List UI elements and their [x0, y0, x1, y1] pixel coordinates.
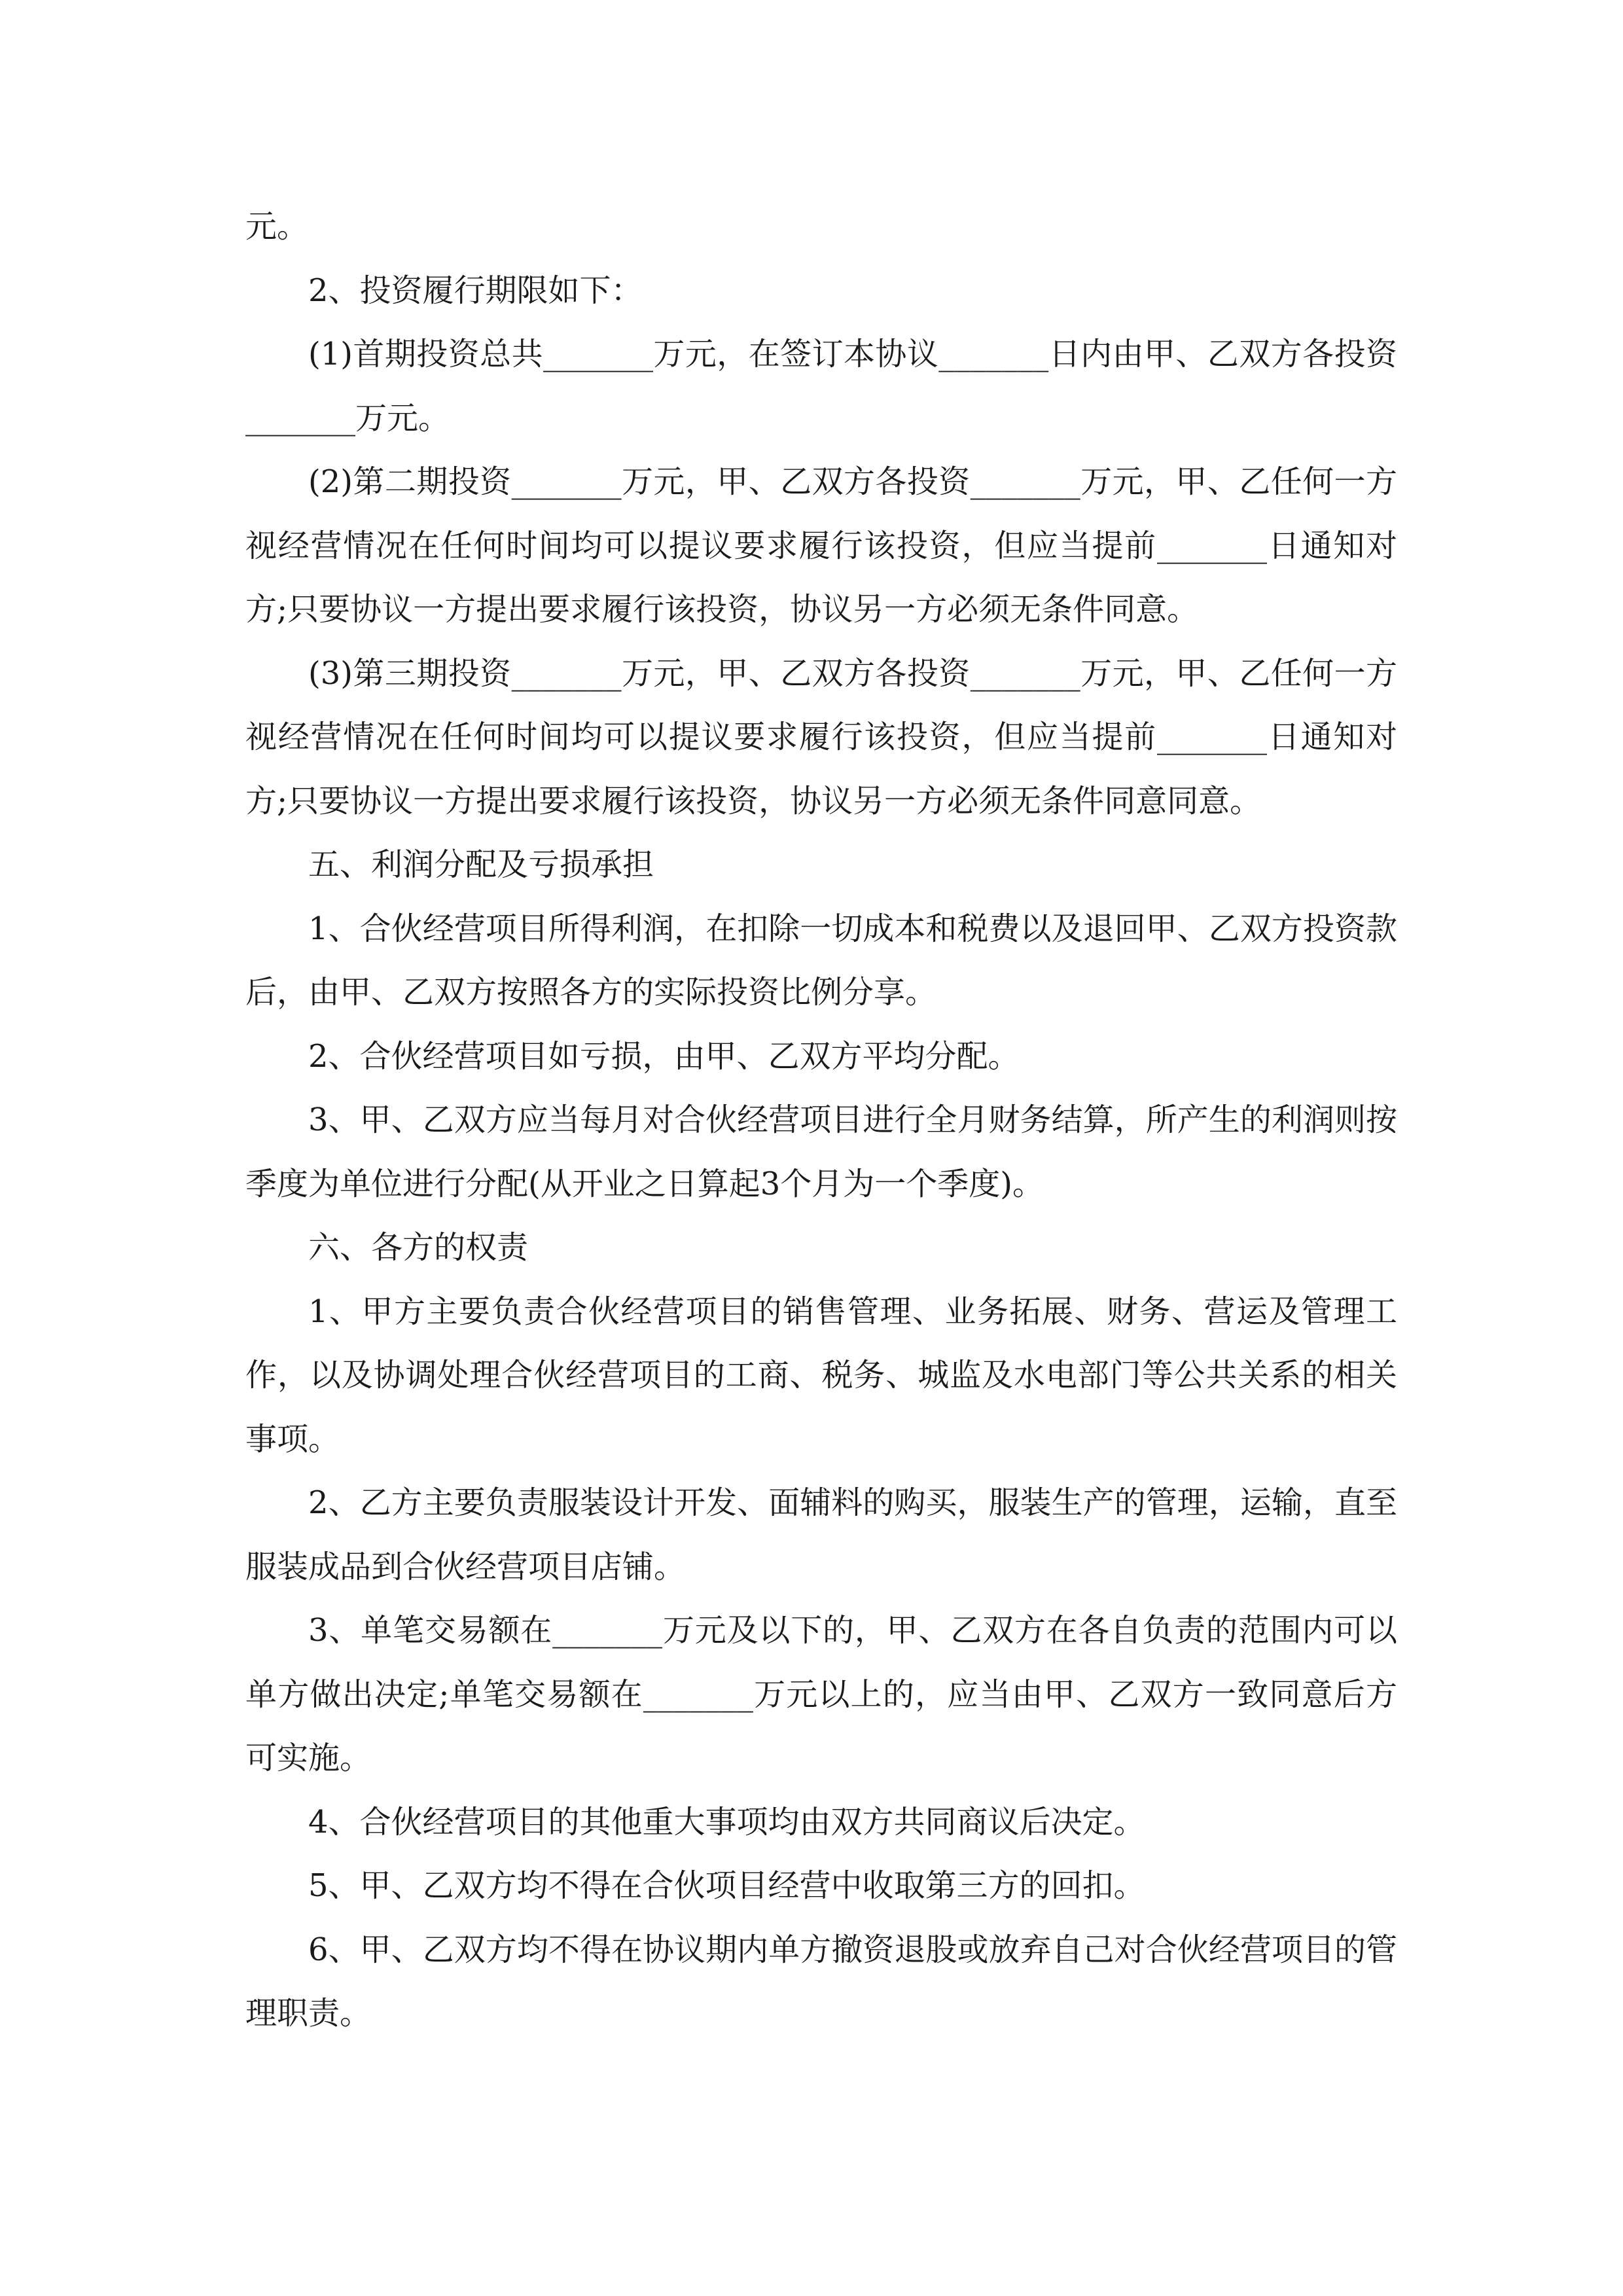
document-body — [245, 195, 1397, 2046]
paragraph-profit-1: 1、合伙经营项目所得利润，在扣除一切成本和税费以及退回甲、乙双方投资款后，由甲、乙双方按照各方的实际投资比例分享。 — [245, 910, 1397, 1011]
paragraph-first-investment: (1)首期投资总共_______万元，在签订本协议_______日内由甲、乙双方各投资_______万元。 — [245, 336, 1397, 437]
paragraph-rights-4: 4、合伙经营项目的其他重大事项均由双方共同商议后决定。 — [308, 1803, 1145, 1840]
paragraph-second-investment: (2)第二期投资_______万元，甲、乙双方各投资_______万元，甲、乙任何一方视经营情况在任何时间均可以提议要求履行该投资，但应当提前_______日通知对方;只要协议一方提出要求履行该投资，协议另一方必须无条件同意。 — [245, 463, 1397, 628]
paragraph-rights-6: 6、甲、乙双方均不得在协议期内单方撤资退股或放弃自己对合伙经营项目的管理职责。 — [245, 1931, 1397, 2032]
paragraph-rights-1: 1、甲方主要负责合伙经营项目的销售管理、业务拓展、财务、营运及管理工作，以及协调处理合伙经营项目的工商、税务、城监及水电部门等公共关系的相关事项。 — [245, 1293, 1397, 1458]
paragraph-continuation: 元。 — [245, 208, 309, 245]
paragraph-profit-3: 3、甲、乙双方应当每月对合伙经营项目进行全月财务结算，所产生的利润则按季度为单位进行分配(从开业之日算起3个月为一个季度)。 — [245, 1102, 1397, 1202]
paragraph-profit-2: 2、合伙经营项目如亏损，由甲、乙双方平均分配。 — [308, 1037, 1020, 1075]
section-heading-rights: 六、各方的权责 — [308, 1229, 529, 1266]
paragraph-rights-2: 2、乙方主要负责服装设计开发、面辅料的购买，服装生产的管理，运输，直至服装成品到合伙经营项目店铺。 — [245, 1484, 1397, 1585]
section-heading-profit: 五、利润分配及亏损承担 — [308, 846, 654, 883]
paragraph-rights-5: 5、甲、乙双方均不得在合伙项目经营中收取第三方的回扣。 — [308, 1867, 1145, 1904]
paragraph-investment-schedule: 2、投资履行期限如下： — [308, 272, 643, 309]
paragraph-rights-3: 3、单笔交易额在_______万元及以下的，甲、乙双方在各自负责的范围内可以单方做出决定;单笔交易额在_______万元以上的，应当由甲、乙双方一致同意后方可实施。 — [245, 1612, 1397, 1776]
paragraph-third-investment: (3)第三期投资_______万元，甲、乙双方各投资_______万元，甲、乙任何一方视经营情况在任何时间均可以提议要求履行该投资，但应当提前_______日通知对方;只要协议一方提出要求履行该投资，协议另一方必须无条件同意同意。 — [245, 655, 1397, 819]
